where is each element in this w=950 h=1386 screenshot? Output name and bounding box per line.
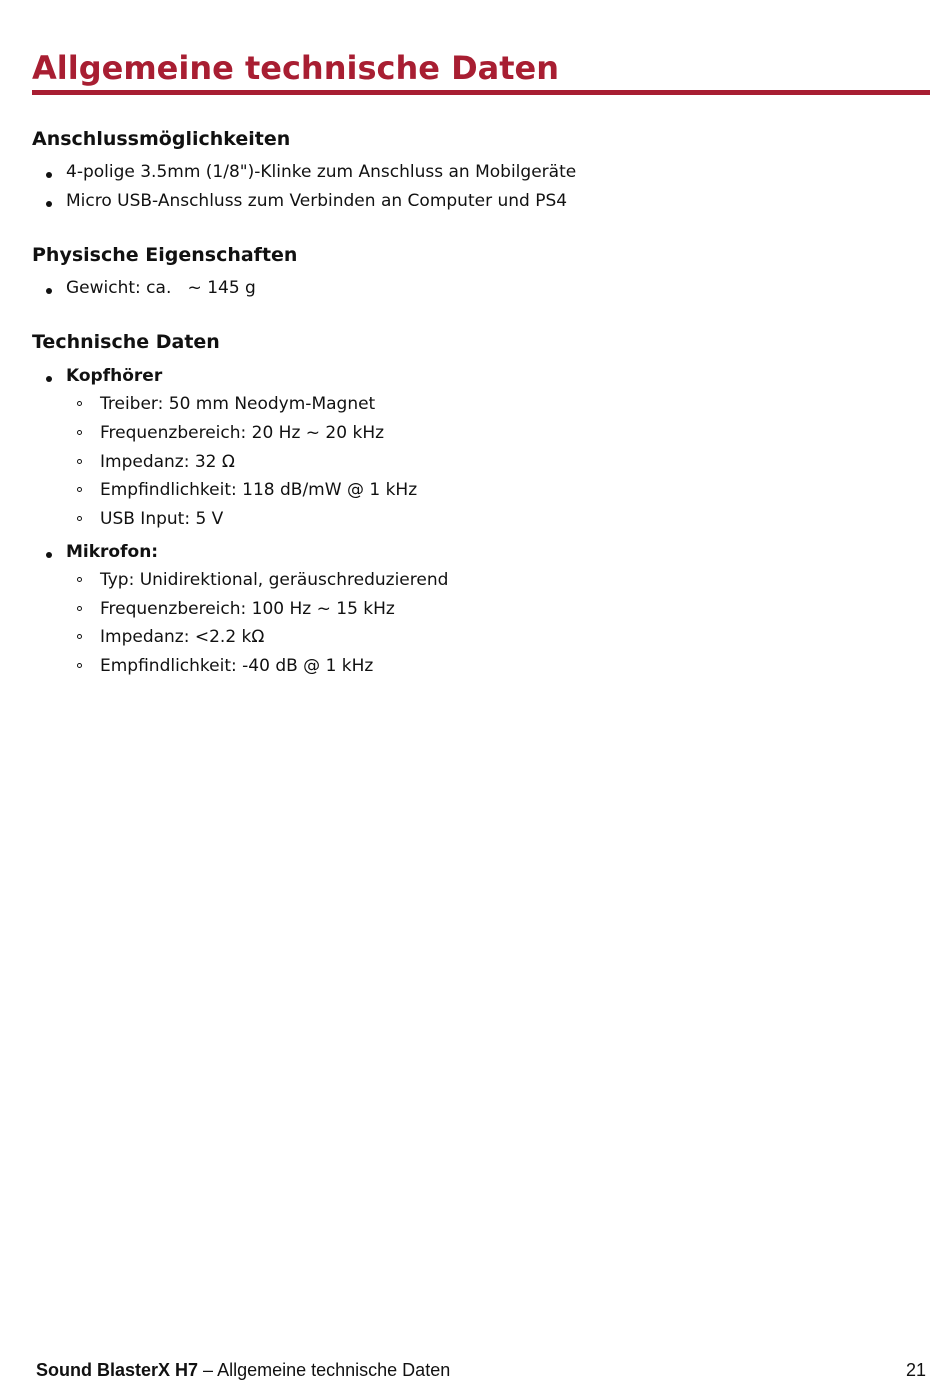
circle-bullet-icon: [77, 663, 82, 668]
group-label-headphones: Kopfhörer: [66, 366, 163, 386]
footer-separator: –: [198, 1360, 218, 1380]
list-item: USB Input: 5 V: [100, 509, 224, 529]
list-item: Frequenzbereich: 20 Hz ~ 20 kHz: [100, 423, 385, 443]
section-heading-technical: Technische Daten: [32, 331, 220, 353]
circle-bullet-icon: [77, 606, 82, 611]
list-item: Empfindlichkeit: -40 dB @ 1 kHz: [100, 656, 374, 676]
circle-bullet-icon: [77, 487, 82, 492]
bullet-icon: [46, 552, 52, 558]
circle-bullet-icon: [77, 459, 82, 464]
section-heading-connectivity: Anschlussmöglichkeiten: [32, 128, 291, 150]
list-item: Impedanz: <2.2 kΩ: [100, 627, 265, 647]
page-footer: [36, 1359, 450, 1381]
footer-product: Sound BlasterX H7: [36, 1360, 199, 1380]
bullet-icon: [46, 376, 52, 382]
circle-bullet-icon: [77, 634, 82, 639]
circle-bullet-icon: [77, 516, 82, 521]
list-item: Impedanz: 32 Ω: [100, 452, 235, 472]
bullet-icon: [46, 288, 52, 294]
group-label-microphone: Mikrofon:: [66, 542, 159, 562]
circle-bullet-icon: [77, 401, 82, 406]
circle-bullet-icon: [77, 577, 82, 582]
list-item: Typ: Unidirektional, geräuschreduzierend: [100, 570, 449, 590]
bullet-icon: [46, 172, 52, 178]
list-item: Frequenzbereich: 100 Hz ~ 15 kHz: [100, 599, 395, 619]
page-title: Allgemeine technische Daten: [32, 49, 560, 87]
list-item: Micro USB-Anschluss zum Verbinden an Computer und PS4: [66, 191, 568, 211]
footer-section: Allgemeine technische Daten: [217, 1360, 451, 1380]
list-item: Gewicht: ca. ~ 145 g: [66, 278, 256, 298]
circle-bullet-icon: [77, 430, 82, 435]
list-item: Empfindlichkeit: 118 dB/mW @ 1 kHz: [100, 480, 418, 500]
page-number: 21: [905, 1360, 926, 1380]
list-item: 4-polige 3.5mm (1/8")-Klinke zum Anschluss an Mobilgeräte: [66, 162, 577, 182]
section-heading-physical: Physische Eigenschaften: [32, 244, 298, 266]
bullet-icon: [46, 201, 52, 207]
title-divider: [32, 90, 930, 95]
list-item: Treiber: 50 mm Neodym-Magnet: [100, 394, 376, 414]
